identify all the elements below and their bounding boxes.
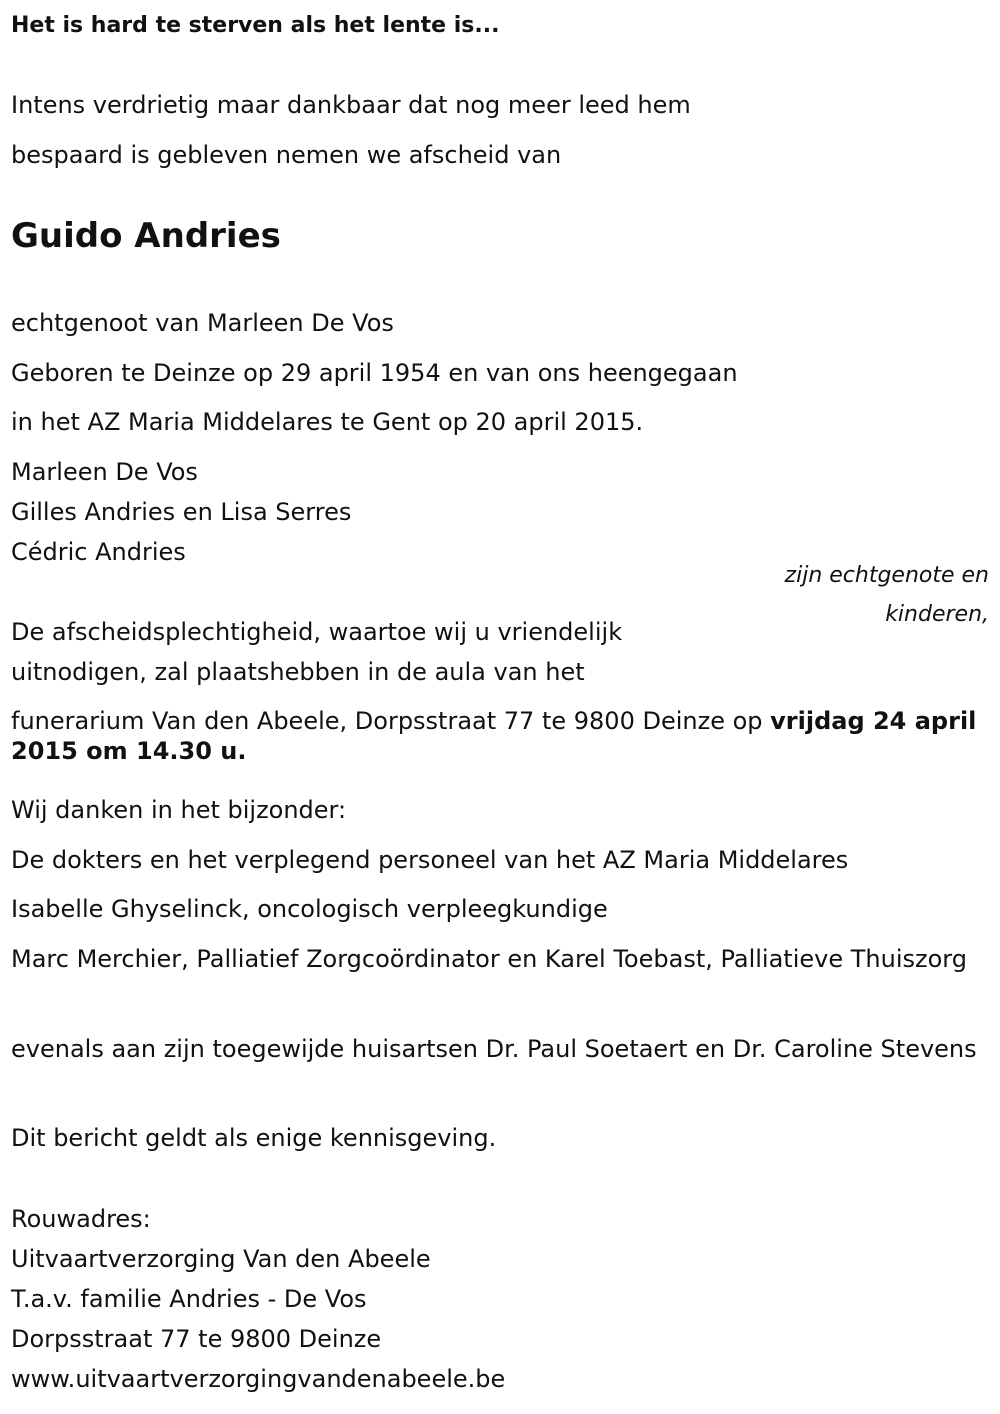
thanks-item: De dokters en het verplegend personeel van het AZ Maria Middelares [11,846,849,874]
notice-line: Dit bericht geldt als enige kennisgeving. [11,1124,497,1152]
family-role-line-1: zijn echtgenote en [784,563,989,588]
family-role-line-2: kinderen, [885,602,989,627]
spouse-line: echtgenoot van Marleen De Vos [11,309,394,337]
family-member: Cédric Andries [11,538,186,566]
family-member: Marleen De Vos [11,458,198,486]
thanks-item: Isabelle Ghyselinck, oncologisch verpleegkundige [11,895,608,923]
family-member: Gilles Andries en Lisa Serres [11,498,352,526]
heading: Het is hard te sterven als het lente is... [11,13,500,38]
thanks-item: evenals aan zijn toegewijde huisartsen Dr. Paul Soetaert en Dr. Caroline Stevens [11,1035,977,1063]
website-link[interactable]: www.uitvaartverzorgingvandenabeele.be [11,1365,506,1393]
ceremony-line-2: uitnodigen, zal plaatshebben in de aula van het [11,658,585,686]
deceased-name: Guido Andries [11,216,281,256]
thanks-intro: Wij danken in het bijzonder: [11,796,347,824]
ceremony-date-time: vrijdag 24 april 2015 om 14.30 u. [11,707,977,765]
ceremony-line-3 [11,706,991,766]
death-line: in het AZ Maria Middelares te Gent op 20 april 2015. [11,408,644,436]
birth-line: Geboren te Deinze op 29 april 1954 en van ons heengegaan [11,359,738,387]
address-label: Rouwadres: [11,1205,151,1233]
address-line: Dorpsstraat 77 te 9800 Deinze [11,1325,382,1353]
address-line: T.a.v. familie Andries - De Vos [11,1285,367,1313]
address-line: Uitvaartverzorging Van den Abeele [11,1245,431,1273]
ceremony-line-1: De afscheidsplechtigheid, waartoe wij u vriendelijk [11,618,623,646]
ceremony-location: funerarium Van den Abeele, Dorpsstraat 77 te 9800 Deinze op [11,707,771,735]
thanks-item: Marc Merchier, Palliatief Zorgcoördinator en Karel Toebast, Palliatieve Thuiszorg [11,945,967,973]
intro-line-1: Intens verdrietig maar dankbaar dat nog meer leed hem [11,91,691,119]
intro-line-2: bespaard is gebleven nemen we afscheid van [11,141,562,169]
